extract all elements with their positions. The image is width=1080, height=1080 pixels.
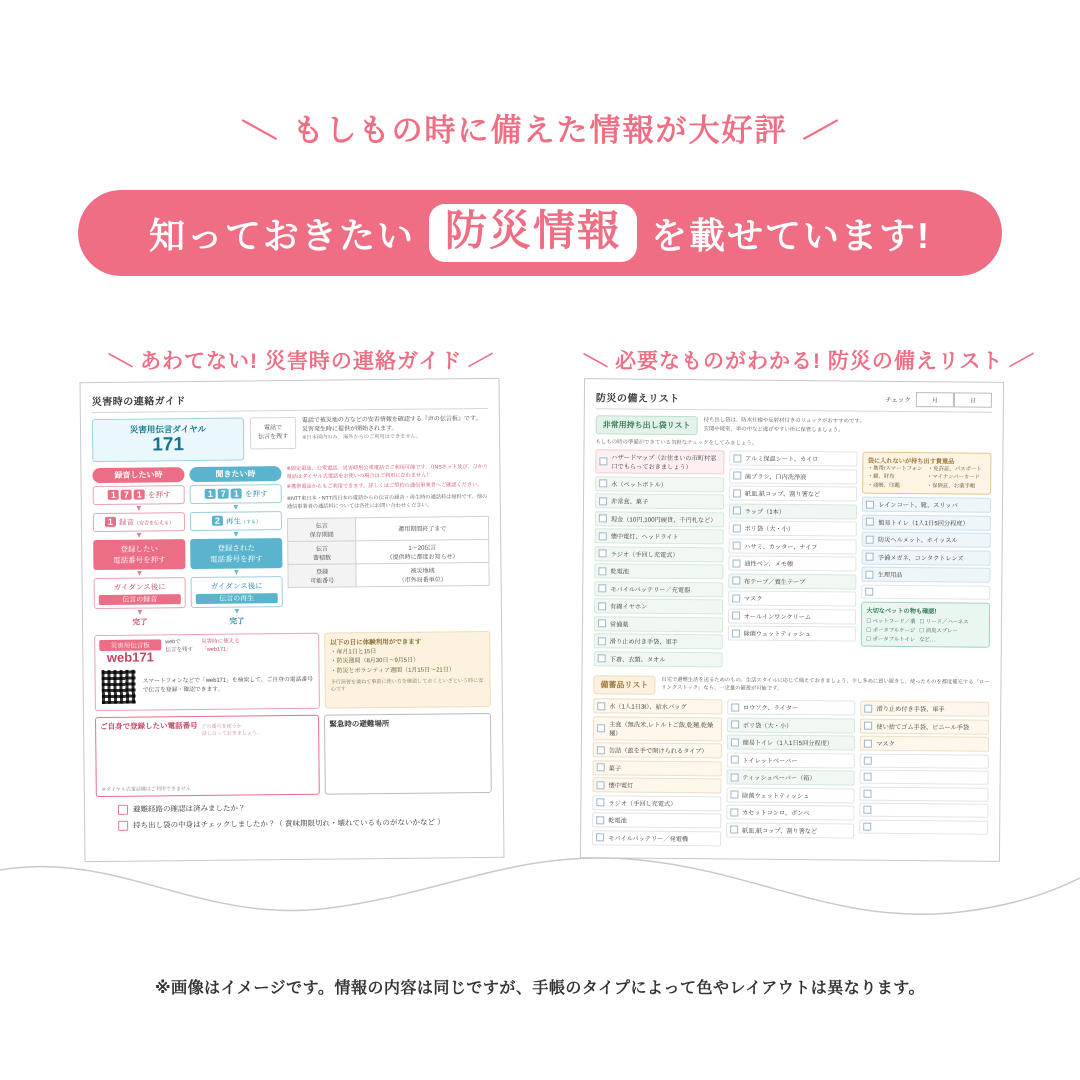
play-step-5: 完了 (229, 616, 245, 626)
record-step-3: 登録したい 電話番号を押す (93, 539, 185, 570)
list-item[interactable]: モバイルバッテリー／充電器 (594, 581, 723, 597)
divider (596, 408, 992, 412)
own-number-foot: ※ダイヤル式電話機はご利用できません (101, 786, 191, 794)
list-item[interactable]: 乾電池 (592, 812, 721, 828)
checkbox-icon[interactable] (864, 806, 872, 814)
list-item[interactable]: 歯ブラシ、口内洗浄液 (729, 468, 858, 484)
list-item[interactable]: トイレットペーパー (726, 752, 855, 768)
checkbox-icon[interactable] (599, 479, 607, 487)
note-gray-1: ※NTT東日本・NTT西日本の電話からの伝言の録音・再生時の通話料は無料です。他の通信事業者の通話料については各社にお問い合わせください。 (286, 494, 488, 511)
emergency-bag-note: 持ち出し袋は、防水仕様や反射材付きのリュックがおすすめです。 玄関や寝室、車の中など逃げやすい所に保管しましょう。 (703, 417, 865, 434)
arrow-icon: ▼ (232, 567, 241, 577)
left-page-title: 災害時の連絡ガイド (91, 396, 186, 409)
pet-item[interactable]: ☐ リード／ハーネス (919, 618, 969, 626)
dial-box (92, 417, 244, 461)
table-row: 伝言 蓄積数 1〜20伝言 （提供時に都度お知らせ） (288, 539, 489, 564)
pet-box (861, 601, 990, 647)
pet-head: 大切なペットの物も確認! (866, 607, 937, 615)
checkbox-icon[interactable] (598, 637, 606, 645)
checkbox-icon[interactable] (598, 654, 606, 662)
pet-item[interactable]: ☐ ポータブルトイレ (866, 636, 916, 643)
checkbox-icon[interactable] (866, 553, 874, 561)
checkbox-icon[interactable] (731, 720, 739, 728)
arrow-icon: ▼ (135, 607, 144, 617)
drill-item: ・防災週間（8月30日〜9月5日） (330, 658, 420, 666)
slash-left-icon-3: ＼ (582, 347, 611, 376)
checkbox-icon[interactable] (864, 822, 872, 830)
arrow-icon: ▼ (135, 568, 144, 578)
checkbox-icon[interactable] (866, 535, 874, 543)
list-item[interactable]: 防災ヘルメット、ホイッスル (862, 532, 991, 548)
slash-right-icon: ／ (801, 111, 839, 152)
note-red-2: ※携帯電話からもご利用できます。詳しくはご契約の通信事業者へご確認ください。 (286, 482, 483, 491)
checkbox-icon[interactable] (864, 722, 872, 730)
list-item[interactable]: 使い捨てゴム手袋、ビニール手袋 (860, 718, 989, 734)
web171-desc: スマートフォンなどで「web171」を検索して、ご自身の電話番号で伝言を登録・確認できます。 (142, 676, 314, 694)
checkbox-icon[interactable] (599, 457, 607, 465)
emergency-column-3 (861, 452, 992, 672)
checkbox-icon[interactable] (732, 559, 740, 567)
list-item[interactable]: 布テープ／養生テープ (728, 573, 857, 589)
dial-label: 災害用伝言ダイヤル (129, 423, 207, 435)
record-step-4: ガイダンス後に 伝言の録音 (94, 577, 186, 609)
checkbox-icon[interactable] (732, 611, 740, 619)
checkbox-icon[interactable] (864, 756, 872, 764)
list-item[interactable]: 水（ペットボトル） (595, 476, 724, 492)
right-section-title: ＼ 必要なものがわかる! 防災の備えリスト ／ (585, 345, 1033, 375)
checkbox-icon[interactable] (597, 702, 605, 710)
own-number-box[interactable] (95, 715, 320, 797)
banner-prefix: 知っておきたい (148, 214, 415, 256)
list-item[interactable]: ポリ袋（大・小） (728, 520, 857, 536)
arrow-icon: ▼ (232, 606, 241, 616)
checkbox-icon[interactable] (597, 781, 605, 789)
list-item[interactable] (859, 819, 988, 834)
checkbox-icon[interactable] (598, 584, 606, 592)
check-item-route[interactable] (118, 800, 492, 815)
list-item[interactable]: 常備薬 (594, 616, 723, 632)
arrow-icon: ▼ (232, 529, 241, 539)
right-booklet-page (580, 378, 1004, 862)
checkbox-icon[interactable] (598, 602, 606, 610)
valuables-head: 袋に入れないが持ち出す貴重品 (867, 457, 955, 466)
checkbox-icon[interactable] (596, 833, 604, 841)
list-item[interactable]: 有線イヤホン (594, 598, 723, 614)
qr-code-icon (99, 668, 137, 706)
checkbox-icon[interactable] (599, 514, 607, 522)
slash-left-icon-2: ＼ (107, 347, 136, 376)
arrow-icon: ▼ (134, 503, 143, 513)
record-step-1: 1 7 1 を押す (93, 485, 185, 505)
checkbox-icon[interactable] (597, 763, 605, 771)
list-item[interactable]: 下着、衣類、タオル (594, 651, 723, 667)
list-item[interactable]: 紙皿,紙コップ、割り箸など (729, 485, 858, 501)
list-item[interactable]: 滑り止め付き手袋、軍手 (861, 701, 990, 717)
list-item[interactable]: 菓子 (593, 760, 722, 776)
check-label: チェック (885, 396, 911, 405)
list-item[interactable]: マスク (860, 736, 989, 752)
stock-column-2 (726, 699, 856, 849)
checkbox-icon[interactable] (865, 704, 873, 712)
voice-note-3: ※日本国内のみ、海外からのご利用はできません。 (302, 433, 422, 441)
list-item[interactable]: 滑り止め付き手袋、軍手 (594, 633, 723, 649)
divider (92, 408, 488, 413)
checkbox-icon[interactable] (599, 497, 607, 505)
web171-name: web171 (106, 649, 154, 665)
list-item[interactable]: 水（1人1日3ℓ）、給水バッグ (593, 698, 722, 714)
check-label: 持ち出し袋の中身はチェックしましたか？（ 賞味期限切れ・壊れているものがないかなど ） (133, 817, 445, 830)
list-item[interactable] (862, 584, 991, 599)
slash-left-icon: ＼ (241, 111, 279, 152)
valuables-line: ・鍵、財布 ・マイナンバーカード (867, 474, 980, 482)
web171-note-right: 災害時に使える 「web171」 (201, 638, 240, 653)
pet-item[interactable]: ☐ ポータブルケージ (866, 627, 916, 634)
list-item[interactable]: ポリ袋（大・小） (727, 717, 856, 733)
checkbox-icon[interactable] (733, 471, 741, 479)
list-item[interactable]: 懐中電灯 (592, 777, 721, 793)
checkbox-icon[interactable] (730, 790, 738, 798)
checkbox-icon[interactable] (731, 703, 739, 711)
checkbox-icon[interactable] (730, 773, 738, 781)
web171-head: 災害用伝言板 (99, 639, 161, 651)
arrow-icon: ▼ (231, 502, 240, 512)
drill-item: ・防災とボランティア週間（1月15日〜21日） (330, 667, 455, 675)
list-item[interactable]: カセットコンロ、ボンベ (726, 804, 855, 820)
checkbox-icon[interactable] (596, 798, 604, 806)
checkbox-icon[interactable] (597, 746, 605, 754)
checkbox-icon[interactable] (864, 789, 872, 797)
checkbox-icon[interactable] (730, 808, 738, 816)
checkbox-icon[interactable] (118, 804, 128, 814)
list-item[interactable]: ティッシュペーパー（箱） (726, 769, 855, 785)
checkbox-icon[interactable] (866, 587, 874, 595)
list-item[interactable]: 乾電池 (594, 563, 723, 579)
checkbox-icon[interactable] (732, 576, 740, 584)
stock-column-3 (859, 701, 989, 851)
checkbox-icon[interactable] (866, 570, 874, 578)
list-item[interactable]: モバイルバッテリー／発電機 (592, 830, 721, 846)
banner-suffix: を載せています! (651, 214, 932, 256)
checkbox-icon[interactable] (730, 755, 738, 763)
checkbox-icon[interactable] (731, 738, 739, 746)
emergency-column-1 (594, 449, 725, 669)
checkbox-icon[interactable] (732, 524, 740, 532)
checkbox-icon[interactable] (866, 518, 874, 526)
checkbox-icon[interactable] (598, 567, 606, 575)
list-item[interactable]: 主食（無洗米,レトルトご飯,乾麺,乾燥麺） (593, 716, 722, 741)
voice-note-2: 災害発生時に提供が開始されます。 (301, 425, 398, 433)
checkbox-icon[interactable] (599, 549, 607, 557)
list-item[interactable]: ラップ（1本） (729, 503, 858, 519)
emergency-column-2 (727, 450, 858, 670)
list-item[interactable]: レインコート、靴、スリッパ (862, 497, 991, 513)
valuables-line: ・携帯/スマートフォン ・免許証、パスポート (867, 465, 982, 473)
checkbox-icon[interactable] (864, 773, 872, 781)
pet-item: など… (919, 636, 936, 643)
slash-right-icon-3: ／ (1008, 347, 1036, 376)
list-item[interactable]: 懐中電灯、ヘッドライト (595, 528, 724, 544)
record-step-2: 1 録音（安否を伝える） (93, 512, 185, 532)
table-row: 登録 可能番号 被災地域 （市外局番単位） (288, 562, 489, 587)
checkbox-icon[interactable] (596, 816, 604, 824)
shelter-head: 緊急時の避難場所 (329, 719, 390, 729)
list-item[interactable] (860, 753, 989, 768)
headline (0, 105, 1080, 150)
check-label: 避難経路の確認は済みましたか？ (132, 803, 246, 814)
pet-item[interactable]: ☐ ペットフード／薬 (866, 618, 916, 625)
drill-foot: 予行演習を兼ねて事前に使い方を確認しておくといざという時に安心です (330, 677, 484, 693)
list-item[interactable]: 油性ペン、メモ帳 (728, 555, 857, 571)
list-item[interactable]: 生理用品 (862, 567, 991, 583)
stock-head: 備蓄品リスト (593, 675, 655, 695)
list-item[interactable] (860, 803, 989, 818)
stock-note: 自宅で避難生活を送るためのもの。生活スタイルに応じて備えておきましょう。少し多めに買い置きし、使ったものを都度補充する「ローリングストック」なら、一定量の備蓄が可能です。 (661, 676, 990, 693)
list-item[interactable]: 紙皿,紙コップ、割り箸など (726, 822, 855, 838)
checkbox-icon[interactable] (118, 820, 128, 830)
checkbox-icon[interactable] (598, 619, 606, 627)
catch-copy: もしもの時に備えた情報が大好評 (292, 113, 788, 148)
checkbox-icon[interactable] (732, 541, 740, 549)
check-month-cell[interactable]: 月 (916, 392, 954, 407)
list-item[interactable]: 缶詰（蓋を手で開けられるタイプ） (593, 742, 722, 758)
list-item[interactable]: 予備メガネ、コンタクトレンズ (862, 549, 991, 565)
checkbox-icon[interactable] (732, 594, 740, 602)
drill-item: ・毎月1日と15日 (330, 649, 377, 656)
list-item[interactable]: ハサミ、カッター、ナイフ (728, 538, 857, 554)
record-column-head: 録音したい時 (92, 467, 184, 483)
footnote: ※画像はイメージです。情報の内容は同じですが、手帳のタイプによって色やレイアウトは異なります。 (155, 980, 925, 997)
drill-head: 以下の日に体験利用ができます (330, 638, 422, 647)
banner-keyword: 防災情報 (429, 204, 637, 261)
play-column-head: 聞きたい時 (189, 466, 281, 482)
note-red-1: ※固定電話、公衆電話、災害時用公衆電話でご利用可能です。（INSネット及び、ひかり電話はダイヤル式電話をお使いの場合はご利用になれません） (286, 463, 489, 480)
list-item[interactable]: 簡易トイレ（1人1日5回分程度） (727, 734, 856, 750)
arrow-icon: ▼ (135, 530, 144, 540)
sub-note: もしもの時の準備ができている気軽なチェックをしてみましょう。 (595, 439, 758, 447)
checkbox-icon[interactable] (733, 454, 741, 462)
play-step-1: 1 7 1 を押す (190, 484, 282, 504)
valuables-line: ・通帳、印鑑 ・保険証、お薬手帳 (867, 482, 976, 490)
play-step-4: ガイダンス後に 伝言の再生 (191, 576, 283, 608)
checkbox-icon[interactable] (864, 739, 872, 747)
checkbox-icon[interactable] (733, 506, 741, 514)
list-item[interactable]: ハザードマップ（お住まいの市町村窓口でもらっておきましょう） (595, 449, 724, 474)
shelter-box[interactable] (324, 713, 492, 795)
list-item[interactable] (860, 786, 989, 801)
list-item[interactable]: ラジオ（手回し充電式） (592, 795, 721, 811)
checkbox-icon[interactable] (733, 489, 741, 497)
own-number-hint: どの番号を使うか 話し合っておきましょう。 (201, 723, 262, 737)
list-item[interactable]: ラジオ（手回し充電式） (595, 546, 724, 562)
list-item[interactable]: オールインワンクリーム (728, 608, 857, 624)
phone-note: 電話で 伝言を残す (250, 417, 296, 449)
right-page-title: 防災の備えリスト (595, 393, 680, 406)
list-item[interactable]: 除菌ウェットティッシュ (726, 787, 855, 803)
checkbox-icon[interactable] (599, 532, 607, 540)
pet-item[interactable]: ☐ 消臭スプレー (919, 627, 958, 635)
main-banner (78, 190, 1002, 276)
check-date[interactable] (885, 392, 992, 408)
record-step-5: 完了 (132, 617, 148, 627)
play-step-2: 2 再生（する） (190, 511, 282, 531)
table-row: 伝言 保存期間 運用期間終了まで (287, 516, 488, 541)
slash-right-icon-2: ／ (467, 347, 495, 376)
list-item[interactable]: マスク (728, 590, 857, 606)
check-item-bag[interactable] (118, 816, 492, 831)
list-item[interactable]: 簡易トイレ（1人1日5回分程度） (862, 514, 991, 530)
list-item[interactable] (860, 770, 989, 785)
list-item[interactable]: 現金（10円,100円硬貨、千円札など） (595, 511, 724, 527)
emergency-bag-head: 非常用持ち出し袋リスト (596, 415, 698, 435)
play-step-3: 登録された 電話番号を押す (190, 538, 282, 569)
left-booklet-page (79, 378, 504, 862)
valuables-box (862, 452, 991, 495)
checkbox-icon[interactable] (730, 825, 738, 833)
voice-note-1: 電話で被災地の方などの安否情報を確認する『声の伝言板』です。 (301, 416, 482, 424)
list-item[interactable]: ロウソク、ライター (727, 699, 856, 715)
list-item[interactable]: 非常食、菓子 (595, 493, 724, 509)
check-day-cell[interactable]: 日 (954, 392, 992, 407)
web171-note: webで 伝言を残す (165, 639, 193, 653)
dial-number: 171 (152, 434, 185, 456)
stock-column-1 (592, 698, 722, 848)
own-number-head: ご自身で登録したい電話番号 (100, 721, 198, 732)
left-section-title: ＼ あわてない! 災害時の連絡ガイド ／ (110, 345, 492, 375)
list-item[interactable]: アルミ保温シート、カイロ (729, 450, 858, 466)
checkbox-icon[interactable] (866, 500, 874, 508)
list-item[interactable]: 除菌ウェットティッシュ (727, 625, 856, 641)
checkbox-icon[interactable] (732, 629, 740, 637)
checkbox-icon[interactable] (597, 724, 605, 732)
